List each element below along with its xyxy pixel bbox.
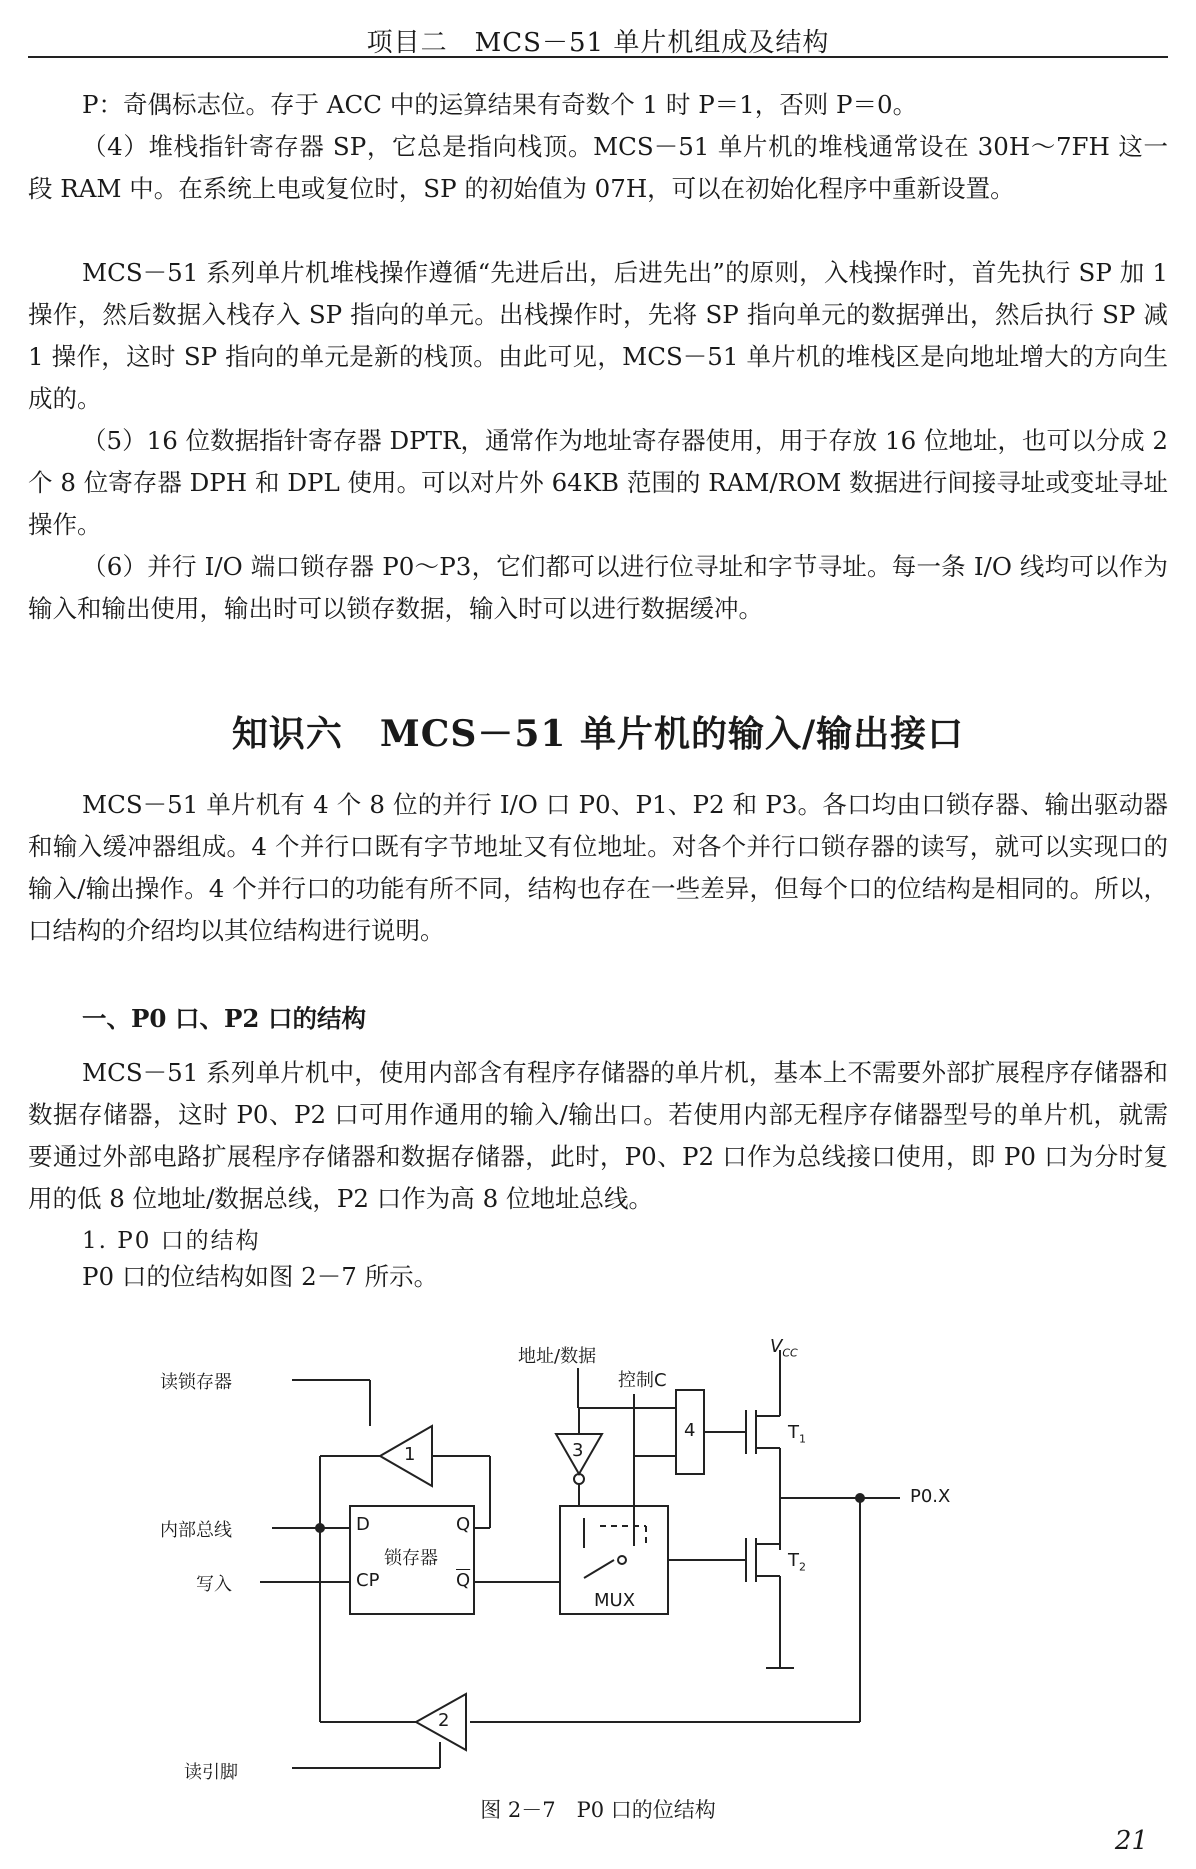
paragraph-stack-operation: MCS－51 系列单片机堆栈操作遵循“先进后出，后进先出”的原则，入栈操作时，首先执行 SP 加 1 操作，然后数据入栈存入 SP 指向的单元。出栈操作时，先将 SP 指向单元的数据弹出，然后执行 SP 减 1 操作，这时 SP 指向的单元是新的栈顶。由此可见，MCS－51 单片机的堆栈区是向地址增大的方向生成的。 — [28, 258, 1168, 413]
page-header — [0, 0, 1196, 58]
item-title-p0-structure: 1. P0 口的结构 — [82, 1228, 261, 1254]
label-buffer-2: 2 — [438, 1710, 450, 1731]
paragraph-p0-p2-usage: MCS－51 系列单片机中，使用内部含有程序存储器的单片机，基本上不需要外部扩展程序存储器和数据存储器，这时 P0、P2 口可用作通用的输入/输出口。若使用内部无程序存储器型号的单片机，就需要通过外部电路扩展程序存储器和数据存储器，此时，P0、P2 口作为总线接口使用，即 P0 口为分时复用的低 8 位地址/数据总线，P2 口作为高 8 位地址总线。 — [28, 1058, 1168, 1213]
header-title: 项目二 MCS－51 单片机组成及结构 — [366, 28, 830, 58]
label-gate-4: 4 — [684, 1420, 696, 1441]
paragraph-io-ports: MCS－51 单片机有 4 个 8 位的并行 I/O 口 P0、P1、P2 和 P3。各口均由口锁存器、输出驱动器和输入缓冲器组成。4 个并行口既有字节地址又有位地址。对各个并行口锁存器的读写，就可以实现口的输入/输出操作。4 个并行口的功能有所不同，结构也存在一些差异，但每个口的位结构是相同的。所以，口结构的介绍均以其位结构进行说明。 — [28, 790, 1168, 945]
circuit-schematic — [200, 1338, 1000, 1778]
label-mux: MUX — [594, 1590, 636, 1611]
label-t1: $T_1$ — [788, 1422, 806, 1446]
label-t2: $T_2$ — [788, 1550, 806, 1574]
figure-caption: 图 2－7 P0 口的位结构 — [480, 1798, 716, 1822]
p0-bit-structure-diagram — [160, 1336, 1000, 1783]
paragraph-dptr: （5）16 位数据指针寄存器 DPTR，通常作为地址寄存器使用，用于存放 16 位地址，也可以分成 2 个 8 位寄存器 DPH 和 DPL 使用。可以对片外 64KB 范围的 RAM/ROM 数据进行间接寻址或变址寻址操作。 — [28, 426, 1168, 539]
paragraph-stack-pointer: （4）堆栈指针寄存器 SP，它总是指向栈顶。MCS－51 单片机的堆栈通常设在 30H～7FH 这一段 RAM 中。在系统上电或复位时，SP 的初始值为 07H，可以在初始化程序中重新设置。 — [28, 132, 1168, 203]
subsection-title: 一、P0 口、P2 口的结构 — [82, 1004, 366, 1033]
label-latch-d: D — [356, 1514, 370, 1535]
label-latch-cp: CP — [356, 1570, 380, 1591]
mux-switch-pivot — [618, 1556, 626, 1564]
paragraph-io-latch: （6）并行 I/O 端口锁存器 P0～P3，它们都可以进行位寻址和字节寻址。每一条 I/O 线均可以作为输入和输出使用，输出时可以锁存数据，输入时可以进行数据缓冲。 — [28, 552, 1168, 623]
label-control-c: 控制C — [618, 1370, 667, 1391]
label-internal-bus: 内部总线 — [160, 1520, 232, 1541]
header-rule — [28, 56, 1168, 58]
label-write: 写入 — [196, 1574, 232, 1595]
label-buffer-3: 3 — [572, 1440, 584, 1461]
label-latch: 锁存器 — [384, 1548, 438, 1569]
label-p0x: P0.X — [910, 1486, 951, 1507]
page-number: 21 — [1114, 1826, 1148, 1856]
label-latch-q: Q — [456, 1514, 471, 1535]
paragraph-figure-reference: P0 口的位结构如图 2－7 所示。 — [82, 1262, 439, 1291]
label-vcc: $V_{CC}$ — [770, 1336, 798, 1360]
label-address-data: 地址/数据 — [518, 1346, 597, 1367]
paragraph-parity-flag: P：奇偶标志位。存于 ACC 中的运算结果有奇数个 1 时 P＝1，否则 P＝0。 — [82, 90, 918, 119]
label-buffer-1: 1 — [404, 1444, 416, 1465]
label-read-pin: 读引脚 — [184, 1762, 238, 1783]
label-read-latch: 读锁存器 — [160, 1372, 232, 1393]
label-latch-qbar: $\overline{Q}$ — [456, 1570, 471, 1591]
mux-switch-arm — [584, 1560, 614, 1578]
section-title: 知识六 MCS－51 单片机的输入/输出接口 — [231, 713, 965, 755]
